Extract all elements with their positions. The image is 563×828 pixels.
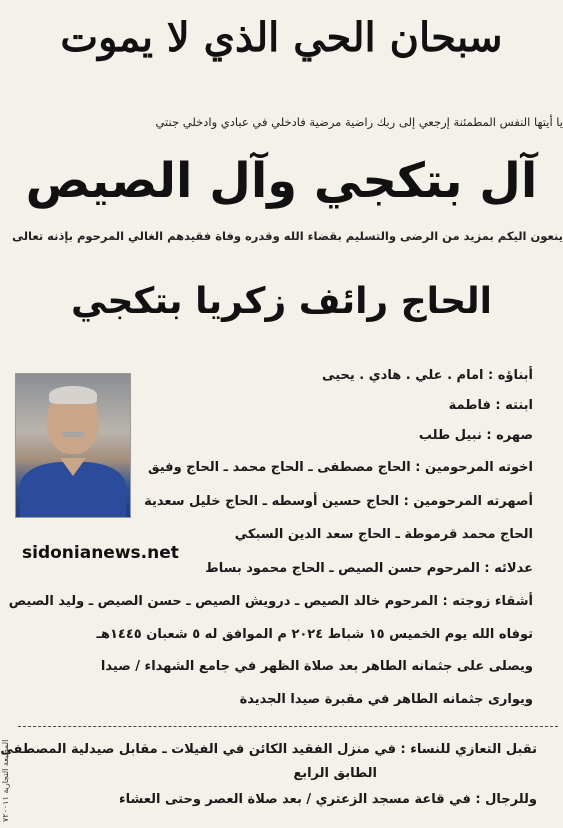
relative-value: فاطمة	[448, 398, 491, 413]
relative-value: الحاج مصطفى ـ الحاج محمد ـ الحاج وفيق	[148, 460, 411, 475]
deceased-name: الحاج رائف زكريا بتكجي	[71, 281, 492, 322]
burial-line: ويوارى جثمانه الطاهر في مقبرة صيدا الجديدة	[239, 692, 533, 707]
relative-value: المرحوم خالد الصيص ـ درويش الصيص ـ حسن الصيص ـ وليد الصيص	[8, 594, 438, 609]
relatives-row	[322, 368, 533, 383]
deceased-photo	[15, 373, 131, 518]
relative-label: ابنته :	[490, 398, 533, 413]
relatives-row	[449, 398, 533, 413]
relative-value: الحاج محمد قرموطة ـ الحاج سعد الدين السبكي	[234, 527, 533, 542]
photo-hair	[49, 386, 97, 404]
relative-value: نبيل طلب	[418, 428, 482, 443]
death-date-line: توفاه الله يوم الخميس ١٥ شباط ٢٠٢٤ م الموافق له ٥ شعبان ١٤٤٥هـ	[96, 627, 533, 642]
relative-label: عدلائه :	[479, 561, 533, 576]
site-watermark: sidonianews.net	[22, 543, 179, 563]
section-divider	[18, 726, 558, 727]
quran-verse: يا أيتها النفس المطمئنة إرجعي إلى ربك راضية مرضية فادخلي في عبادي وادخلي جنتي	[155, 115, 563, 129]
relative-label: صهره :	[481, 428, 533, 443]
funeral-prayer-line: ويصلى على جثمانه الطاهر بعد صلاة الظهر في جامع الشهداء / صيدا	[100, 659, 533, 674]
relatives-row	[419, 428, 533, 443]
relatives-row	[235, 527, 533, 542]
printer-stamp: المطبعة التجارية ٧٢٠٠١١	[1, 740, 10, 823]
family-names-title: آل بتكجي وآل الصيص	[25, 153, 538, 209]
relative-value: المرحوم حسن الصيص ـ الحاج محمود بساط	[205, 561, 480, 576]
relative-label: أصهرته المرحومين :	[399, 494, 533, 509]
men-condolences: وللرجال : في قاعة مسجد الزعتري / بعد صلاة العصر وحتى العشاء	[119, 792, 537, 807]
relatives-row	[9, 594, 533, 609]
relatives-row	[144, 494, 533, 509]
relatives-row	[205, 561, 533, 576]
women-condolences-floor: الطابق الرابع	[293, 766, 377, 781]
relative-label: اخوته المرحومين :	[410, 460, 533, 475]
relatives-row	[148, 460, 533, 475]
calligraphy-header: سبحان الحي الذي لا يموت	[60, 14, 503, 61]
relative-label: أشقاء زوجته :	[437, 594, 533, 609]
photo-moustache	[62, 432, 84, 437]
mourning-announcement: ينعون اليكم بمزيد من الرضى والتسليم بقضاء الله وقدره وفاة فقيدهم الغالي المرحوم بإذنه تعالى	[12, 229, 563, 243]
relative-label: أبناؤه :	[483, 368, 533, 383]
women-condolences: تقبل التعازي للنساء : في منزل الفقيد الكائن في الفيلات ـ مقابل صيدلية المصطفى	[0, 742, 537, 757]
relative-value: الحاج حسين أوسطه ـ الحاج خليل سعدية	[144, 494, 400, 509]
relative-value: امام . علي . هادي . يحيى	[322, 368, 484, 383]
